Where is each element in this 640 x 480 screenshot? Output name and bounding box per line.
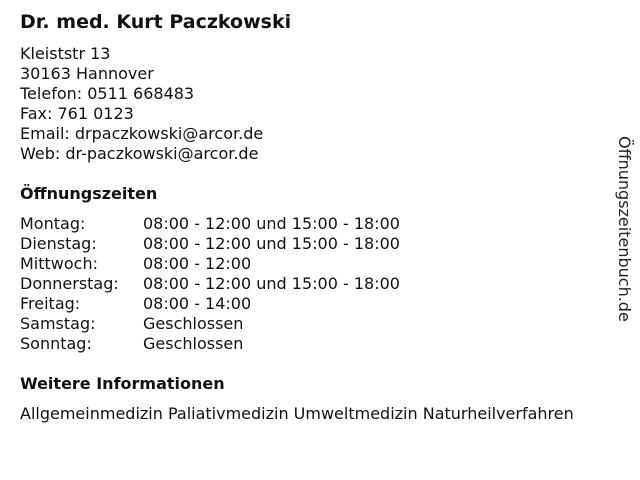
hours-time: 08:00 - 12:00 und 15:00 - 18:00	[143, 234, 400, 253]
phone-number: Telefon: 0511 668483	[20, 84, 195, 103]
hours-time: 08:00 - 14:00	[143, 294, 252, 313]
hours-row-sunday	[20, 334, 400, 354]
hours-row-wednesday	[20, 254, 400, 274]
hours-day: Freitag:	[20, 294, 81, 313]
hours-row-friday	[20, 294, 400, 314]
hours-day: Donnerstag:	[20, 274, 119, 293]
hours-time: 08:00 - 12:00	[143, 254, 252, 273]
hours-row-tuesday	[20, 234, 400, 254]
web-address: Web: dr-paczkowski@arcor.de	[20, 144, 259, 163]
page-title: Dr. med. Kurt Paczkowski	[20, 11, 292, 33]
hours-time: 08:00 - 12:00 und 15:00 - 18:00	[143, 214, 400, 233]
site-link-vertical[interactable]: Öffnungszeitenbuch.de	[615, 136, 634, 322]
opening-hours-table	[20, 214, 400, 354]
email-address: Email: drpaczkowski@arcor.de	[20, 124, 264, 143]
opening-hours-heading: Öffnungszeiten	[20, 184, 158, 203]
hours-row-saturday	[20, 314, 400, 334]
specialties-text: Allgemeinmedizin Paliativmedizin Umweltmedizin Naturheilverfahren	[20, 404, 574, 423]
address-street: Kleiststr 13	[20, 44, 111, 63]
hours-time: Geschlossen	[143, 314, 244, 333]
hours-day: Samstag:	[20, 314, 96, 333]
hours-day: Sonntag:	[20, 334, 92, 353]
hours-row-monday	[20, 214, 400, 234]
hours-row-thursday	[20, 274, 400, 294]
further-info-heading: Weitere Informationen	[20, 374, 225, 393]
hours-day: Montag:	[20, 214, 86, 233]
hours-day: Dienstag:	[20, 234, 97, 253]
hours-day: Mittwoch:	[20, 254, 98, 273]
hours-time: 08:00 - 12:00 und 15:00 - 18:00	[143, 274, 400, 293]
address-city: 30163 Hannover	[20, 64, 154, 83]
fax-number: Fax: 761 0123	[20, 104, 134, 123]
hours-time: Geschlossen	[143, 334, 244, 353]
contact-block	[20, 44, 263, 164]
